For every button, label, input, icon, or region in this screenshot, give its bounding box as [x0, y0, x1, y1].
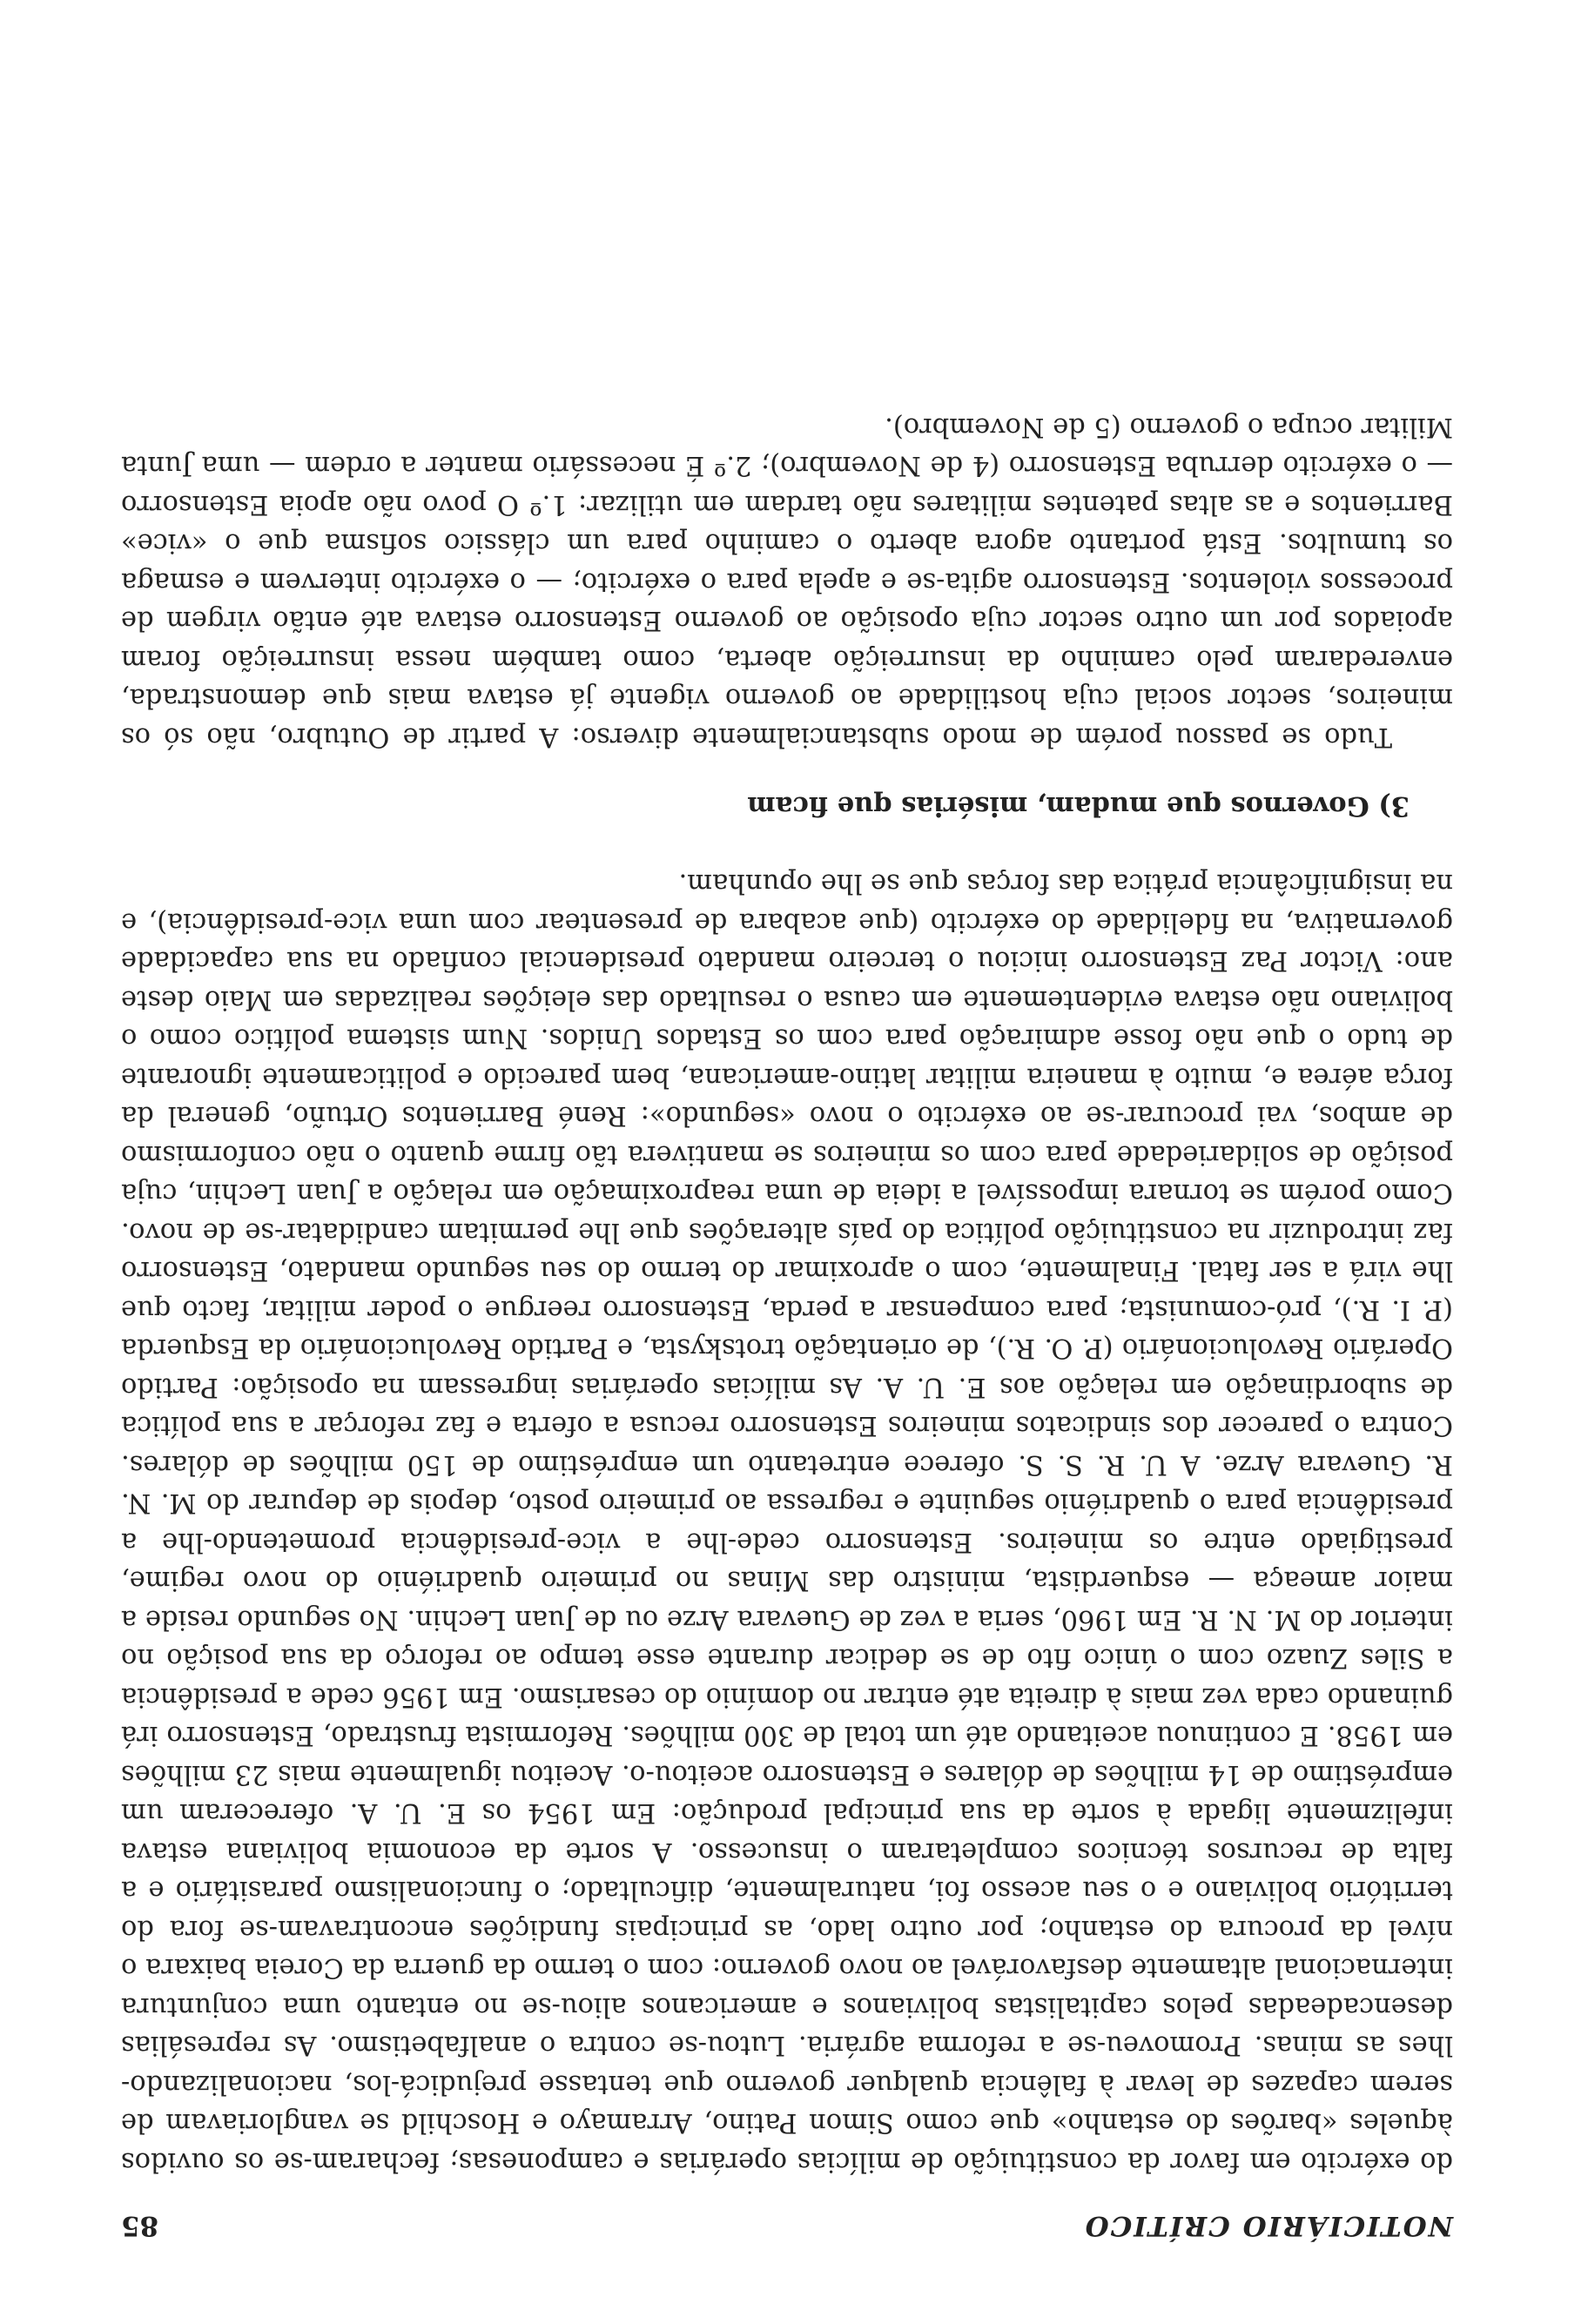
paragraph-2-text: Tudo se passou porém de modo substancialmente diverso: A partir de Outubro, não só os mineiros, sector social cuja hostilidade ao governo vigente já estava mais que demonstrada, enveredaram pelo caminho da insurreição aberta, como também nessa insurreição foram apoiados por um outro sector cuja oposição ao governo Estensorro estava até então virgem de processos violentos. Estensorro agita-se e apela para o exército; — o exército intervem e esmaga os tumultos. Está portanto agora aberto o caminho para um clássico sofisma que o «vice» Barrientos e as altas patentes militares não tardam em utilizar: 1.º O povo não apoia Estensorro — o exército derruba Estensorro (4 de Novembro); 2.º É necessário manter a ordem — uma Junta Militar ocupa o governo (5 de Novembro). — [121, 412, 1453, 752]
paragraph-2 — [121, 407, 1453, 756]
page-number: 85 — [121, 2210, 159, 2241]
running-title: NOTICIÁRIO CRÍTICO — [1083, 2210, 1453, 2241]
section-heading: 3) Governos que mudam, misérias que ficam — [747, 790, 1410, 822]
paragraph-1-text: do exército em favor da constituição de milícias operárias e camponesas; fecharam-se os ouvidos àqueles «barões do estanho» que como Simon Patino, Arramayo e Hoschild se vangloriavam de serem capazes de levar à falência qualquer governo que tentasse prejudicá-los, nacionalizando-lhes as minas. Promoveu-se a reforma agrária. Lutou-se contra o analfabetismo. As represálias desencadeadas pelos capitalistas bolivianos e americanos aliou-se no entanto uma conjuntura internacional altamente desfavorável ao novo governo: com o termo da guerra da Coreia baixara o nível da procura do estanho; por outro lado, as principais fundições encontravam-se fora do território boliviano e o seu acesso foi, naturalmente, dificultado; o funcionalismo parasitário e a falta de recursos técnicos completaram o insucesso. A sorte da economia boliviana estava infelizmente ligada à sorte da sua principal produção: Em 1954 os E. U. A. ofereceram um empréstimo de 14 milhões de dólares e Estensorro aceitou-o. Aceitou igualmente mais 23 milhões em 1958. E continuou aceitando até um total de 300 milhões. Reformista frustrado, Estensorro irá guinando cada vez mais à direita até entrar no domínio do cesarismo. Em 1956 cede a presidência a Siles Zuazo com o único fito de se dedicar durante esse tempo ao reforço da sua posição no interior do M. N. R. Em 1960, seria a vez de Guevara Arze ou de Juan Lechin. No segundo reside a maior ameaça — esquerdista, ministro das Minas no primeiro quadriénio do novo regime, prestigiado entre os mineiros. Estensorro cede-lhe a vice-presidência prometendo-lhe a presidência para o quadriénio seguinte e regressa ao primeiro posto, depois de depurar do M. N. R. Guevara Arze. A U. R. S. S. oferece entretanto um empréstimo de 150 milhões de dólares. Contra o parecer dos sindicatos mineiros Estensorro recusa a oferta e faz reforçar a sua política de subordinação em relação aos E. U. A. As milícias operárias ingressam na oposição: Partido Operário Revolucionário (P. O. R.), de orientação trotskysta, e Partido Revolucionário da Esquerda (P. I. R.), pró-comunista; para compensar a perda, Estensorro reergue o poder militar, facto que lhe virá a ser fatal. Finalmente, com o aproximar do termo do seu segundo mandato, Estensorro faz introduzir na constituição política do país alterações que lhe permitam candidatar-se de novo. Como porém se tornara impossível a ideia de uma reaproximação em relação a Juan Lechin, cuja posição de solidariedade para com os mineiros se mantivera tão firme quanto o não conformismo de ambos, vai procurar-se ao exército o novo «segundo»: René Barrientos Ortuño, general da força aérea e, muito à maneira militar latino-americana, bem parecido e politicamente ignorante de tudo o que não fosse admiração para com os Estados Unidos. Num sistema político como o boliviano não estava evidentemente em causa o resultado das eleições realizadas em Maio deste ano: Victor Paz Estensorro iniciou o terceiro mandato presidencial confiado na sua capacidade governativa, na fidelidade do exército (que acabara de presentear com uma vice-presidência), e na insignificância prática das forças que se lhe opunham. — [121, 868, 1453, 2177]
running-head — [121, 2210, 1453, 2241]
paragraph-continued — [121, 863, 1453, 2180]
page-content — [121, 407, 1453, 2242]
